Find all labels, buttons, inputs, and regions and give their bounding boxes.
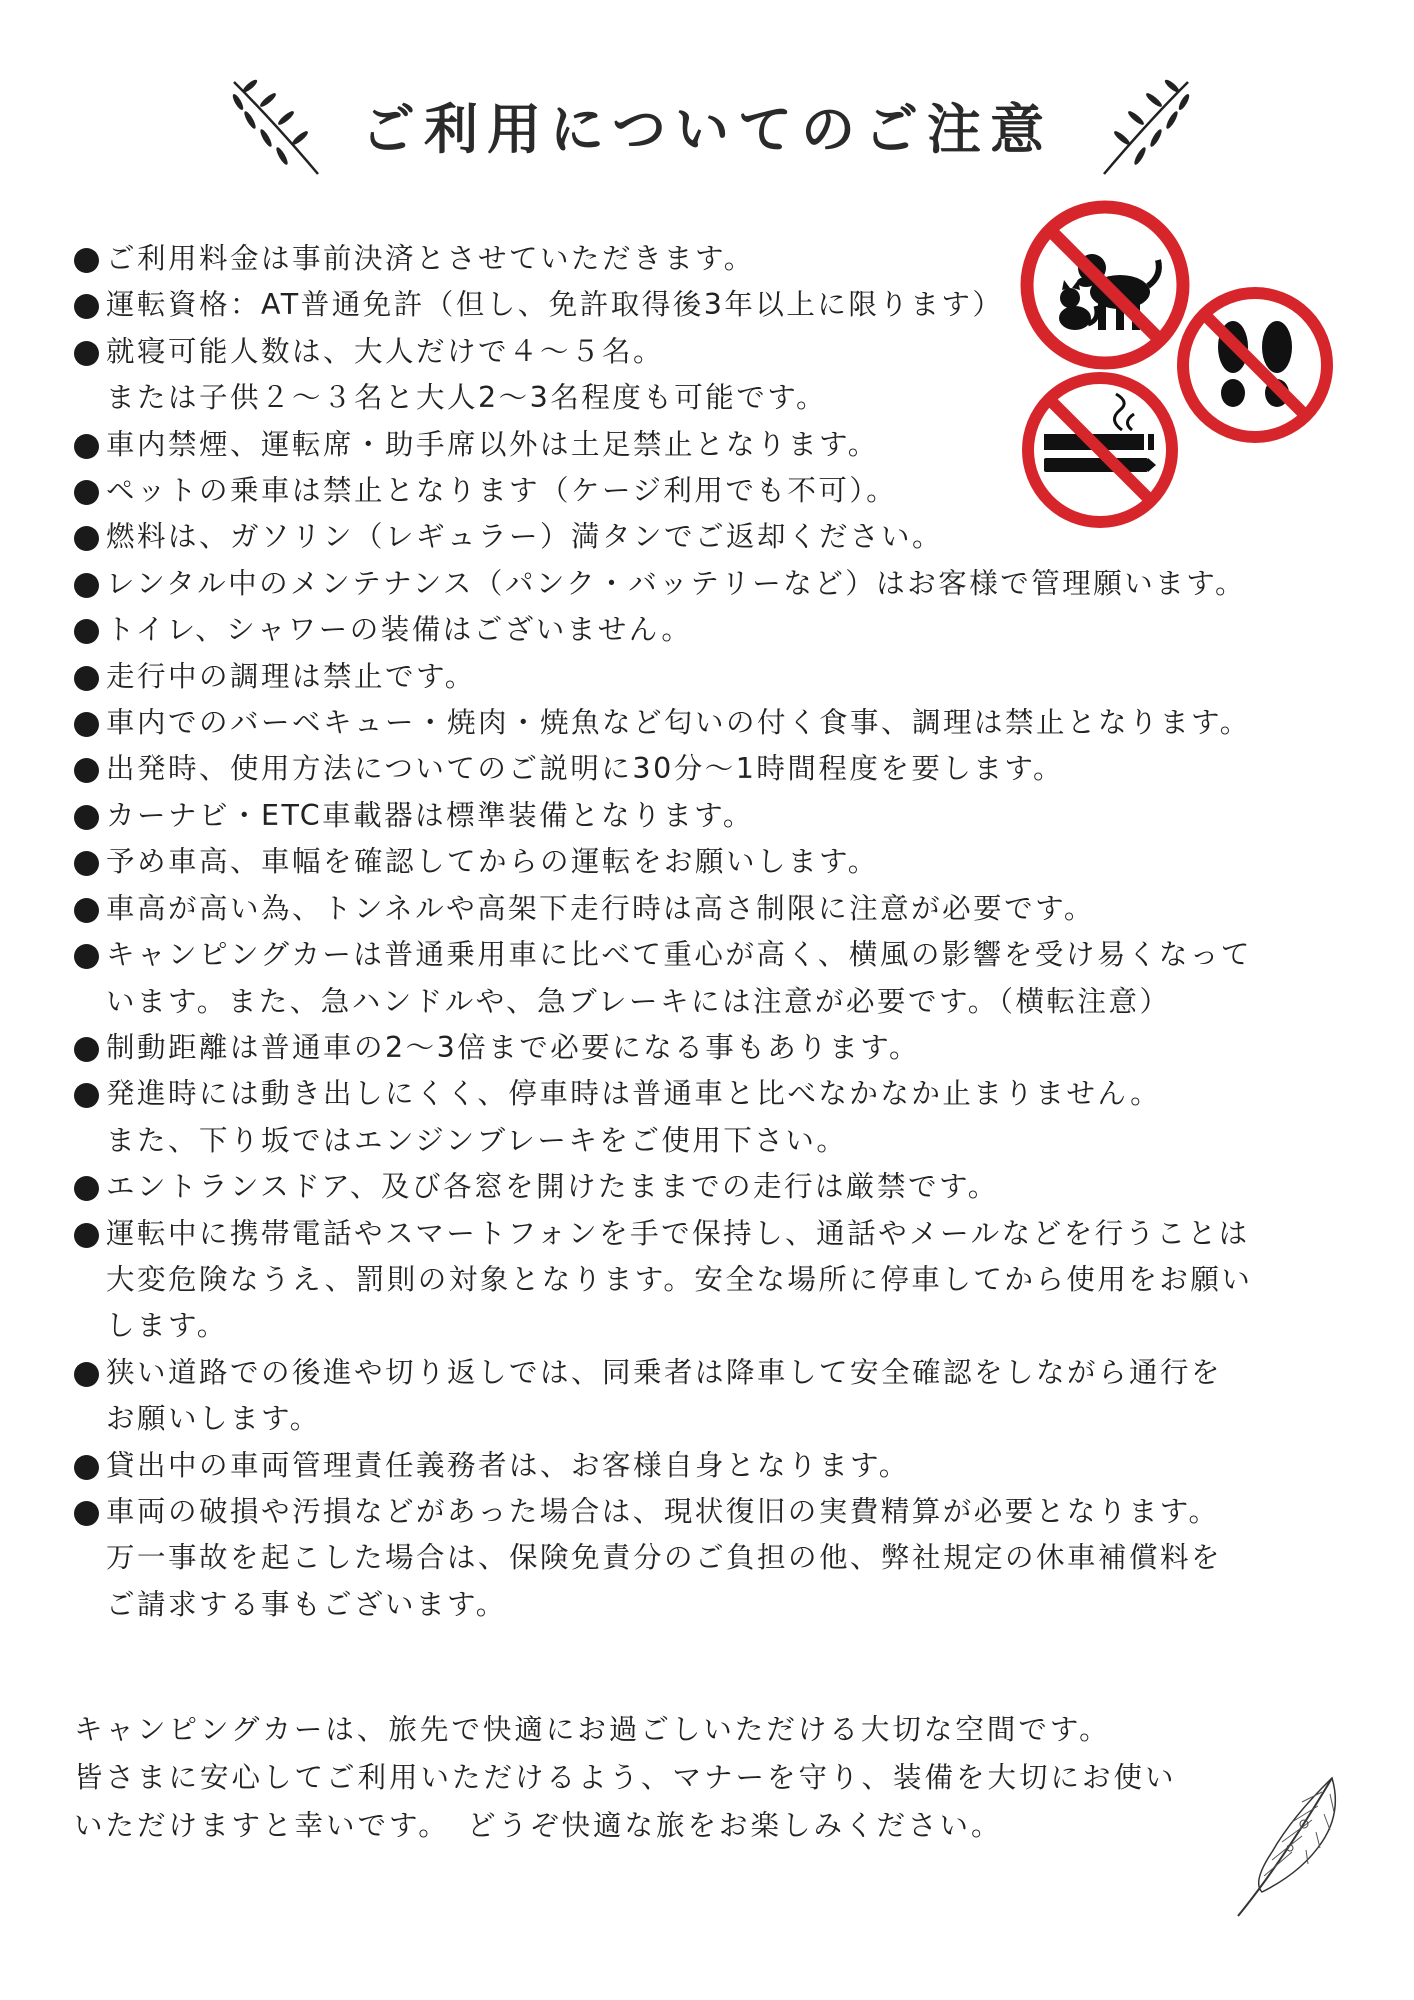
note-text: 車内でのバーベキュー・焼肉・焼魚など匂いの付く食事、調理は禁止となります。 xyxy=(106,706,1251,740)
bullet-icon xyxy=(74,944,99,969)
note-item xyxy=(74,839,1304,885)
note-text: 予め車高、車幅を確認してからの運転をお願いします。 xyxy=(106,845,879,879)
note-text: 燃料は、ガソリン（レギュラー）満タンでご返却ください。 xyxy=(106,520,944,554)
no-smoking-icon xyxy=(1020,370,1180,530)
note-text: 出発時、使用方法についてのご説明に30分～1時間程度を要します。 xyxy=(106,752,1065,786)
note-text: 就寝可能人数は、大人だけで４～５名。 xyxy=(106,334,665,368)
bullet-icon xyxy=(74,248,99,273)
note-text: キャンピングカーは普通乗用車に比べて重心が高く、横風の影響を受け易くなって xyxy=(106,938,1252,972)
note-item xyxy=(74,886,1304,932)
closing-text: キャンピングカーは、旅先で快適にお過ごしいただける大切な空間です。 xyxy=(74,1713,1111,1746)
bullet-icon xyxy=(74,1083,99,1108)
page-title: ご利用についてのご注意 xyxy=(361,98,1053,161)
note-item xyxy=(74,1164,1304,1210)
note-item xyxy=(74,1025,1304,1071)
note-text: 発進時には動き出しにくく、停車時は普通車と比べなかなか止まりません。 xyxy=(106,1077,1162,1111)
note-text: 車高が高い為、トンネルや高架下走行時は高さ制限に注意が必要です。 xyxy=(106,891,1095,925)
bullet-icon xyxy=(74,1501,99,1526)
note-text: ご利用料金は事前決済とさせていただきます。 xyxy=(106,242,755,275)
bullet-icon xyxy=(74,1037,99,1062)
bullet-icon xyxy=(74,573,99,598)
bullet-icon xyxy=(74,294,99,319)
note-text: 制動距離は普通車の2～3倍まで必要になる事もあります。 xyxy=(106,1030,920,1064)
bullet-icon xyxy=(74,758,99,783)
closing-text: 皆さまに安心してご利用いただけるよう、マナーを守り、装備を大切にお使い xyxy=(74,1761,1177,1794)
note-text: 走行中の調理は禁止です。 xyxy=(106,659,476,693)
note-text: トイレ、シャワーの装備はございません。 xyxy=(106,613,693,647)
bullet-icon xyxy=(74,1176,99,1201)
note-text: 貸出中の車両管理責任義務者は、お客様自身となります。 xyxy=(106,1448,910,1482)
note-text: 車両の破損や汚損などがあった場合は、現状復旧の実費精算が必要となります。 xyxy=(106,1494,1220,1528)
feather-icon xyxy=(1232,1772,1342,1922)
bullet-icon xyxy=(74,1223,99,1248)
note-item xyxy=(74,561,1304,607)
note-item xyxy=(74,793,1304,839)
note-text: します。 xyxy=(106,1309,228,1343)
note-item xyxy=(74,1211,1304,1350)
note-text: 車内禁煙、運転席・助手席以外は土足禁止となります。 xyxy=(106,427,879,461)
bullet-icon xyxy=(74,1455,99,1480)
note-text: カーナビ・ETC車載器は標準装備となります。 xyxy=(106,798,754,832)
closing-text: いただけますと幸いです。 どうぞ快適な旅をお楽しみください。 xyxy=(74,1809,1003,1842)
note-text: レンタル中のメンテナンス（パンク・バッテリーなど）はお客様で管理願います。 xyxy=(106,566,1247,600)
bullet-icon xyxy=(74,1362,99,1387)
bullet-icon xyxy=(74,526,99,551)
note-text: 運転資格：AT普通免許（但し、免許取得後3年以上に限ります） xyxy=(106,288,1004,322)
note-text: 大変危険なうえ、罰則の対象となります。安全な場所に停車してから使用をお願い xyxy=(106,1262,1253,1296)
note-text: または子供２～３名と大人2～3名程度も可能です。 xyxy=(106,381,827,415)
note-item xyxy=(74,1443,1304,1489)
bullet-icon xyxy=(74,666,99,691)
bullet-icon xyxy=(74,434,99,459)
note-text: ペットの乗車は禁止となります（ケージ利用でも不可）。 xyxy=(106,474,898,508)
note-text: 運転中に携帯電話やスマートフォンを手で保持し、通話やメールなどを行うことは xyxy=(106,1216,1250,1250)
note-item xyxy=(74,746,1304,792)
leaf-sprig-right-icon xyxy=(1100,78,1192,178)
note-item xyxy=(74,654,1304,700)
bullet-icon xyxy=(74,805,99,830)
bullet-icon xyxy=(74,480,99,505)
bullet-icon xyxy=(74,341,99,366)
note-item xyxy=(74,1489,1304,1628)
note-item xyxy=(74,1071,1304,1164)
bullet-icon xyxy=(74,619,99,644)
no-pets-icon xyxy=(1020,200,1190,370)
note-text: ご請求する事もございます。 xyxy=(106,1587,507,1621)
bullet-icon xyxy=(74,898,99,923)
closing-message xyxy=(74,1706,1304,1850)
note-item xyxy=(74,607,1304,653)
prohibition-signs xyxy=(1020,200,1350,540)
note-text: います。また、急ハンドルや、急ブレーキには注意が必要です。（横転注意） xyxy=(106,984,1171,1018)
note-item xyxy=(74,932,1304,1025)
no-shoes-icon xyxy=(1175,285,1335,445)
note-text: エントランスドア、及び各窓を開けたままでの走行は厳禁です。 xyxy=(106,1170,999,1204)
note-text: 万一事故を起こした場合は、保険免責分のご負担の他、弊社規定の休車補償料を xyxy=(106,1541,1223,1575)
bullet-icon xyxy=(74,851,99,876)
bullet-icon xyxy=(74,712,99,737)
note-text: 狭い道路での後進や切り返しでは、同乗者は降車して安全確認をしながら通行を xyxy=(106,1355,1223,1389)
note-text: また、下り坂ではエンジンブレーキをご使用下さい。 xyxy=(106,1123,848,1157)
note-item xyxy=(74,1350,1304,1443)
note-item xyxy=(74,700,1304,746)
note-text: お願いします。 xyxy=(106,1402,321,1436)
